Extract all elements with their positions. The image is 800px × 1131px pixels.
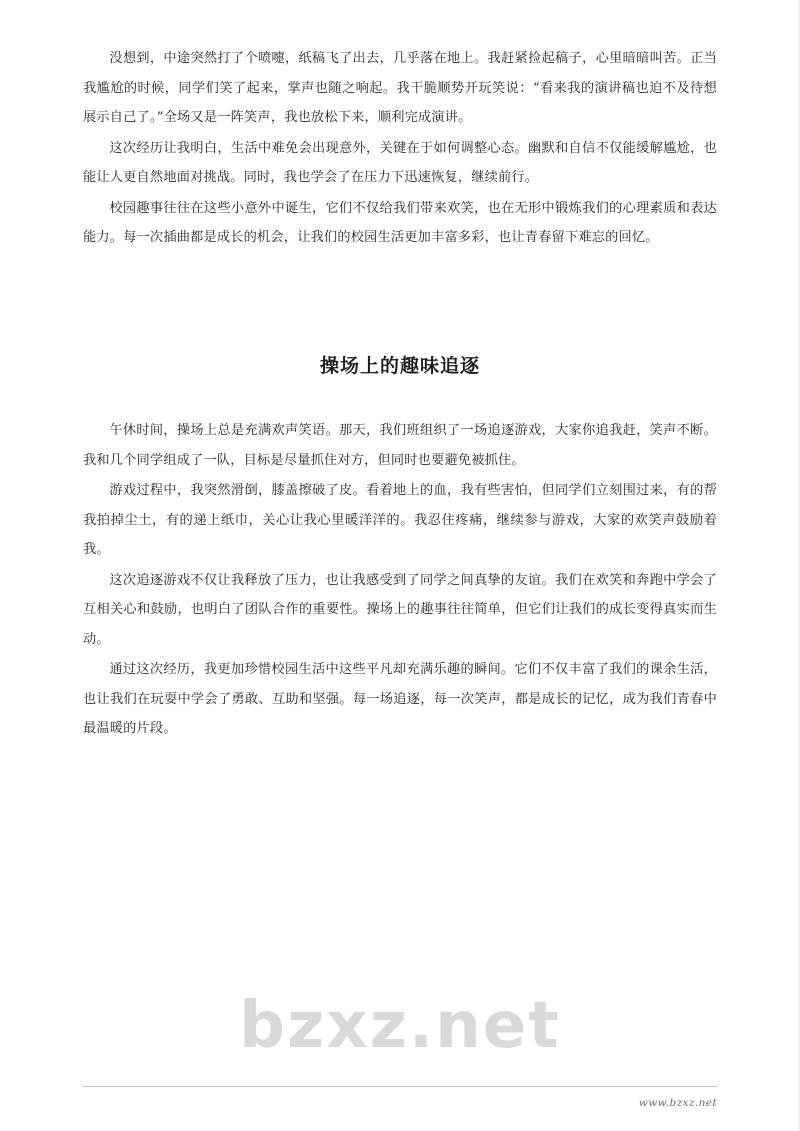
section-heading: 操场上的趣味追逐 bbox=[319, 355, 480, 378]
paragraph: 游戏过程中，我突然滑倒，膝盖擦破了皮。看着地上的血，我有些害怕，但同学们立刻围过来，有的帮我拍掉尘土，有的递上纸巾，关心让我心里暖洋洋的。我忍住疼痛，继续参与游戏，大家的欢笑声鼓励着我。 bbox=[83, 483, 717, 558]
section-gap bbox=[83, 254, 717, 328]
paragraph: 这次经历让我明白，生活中难免会出现意外，关键在于如何调整心态。幽默和自信不仅能缓解尴尬，也能让人更自然地面对挑战。同时，我也学会了在压力下迅速恢复，继续前行。 bbox=[83, 140, 717, 185]
paragraph: 这次追逐游戏不仅让我释放了压力，也让我感受到了同学之间真挚的友谊。我们在欢笑和奔跑中学会了互相关心和鼓励，也明白了团队合作的重要性。操场上的趣事往往简单，但它们让我们的成长变得真实而生动。 bbox=[83, 572, 717, 647]
title-gap-bottom bbox=[83, 394, 717, 416]
paragraph: 通过这次经历，我更加珍惜校园生活中这些平凡却充满乐趣的瞬间。它们不仅丰富了我们的课余生活，也让我们在玩耍中学会了勇敢、互助和坚强。每一场追逐，每一次笑声，都是成长的记忆，成为我们青春中最温暖的片段。 bbox=[83, 662, 717, 737]
paragraph: 校园趣事往往在这些小意外中诞生，它们不仅给我们带来欢笑，也在无形中锻炼我们的心理素质和表达能力。每一次插曲都是成长的机会，让我们的校园生活更加丰富多彩，也让青春留下难忘的回忆。 bbox=[83, 200, 717, 245]
paragraph: 午休时间，操场上总是充满欢声笑语。那天，我们班组织了一场追逐游戏，大家你追我赶，笑声不断。我和几个同学组成了一队，目标是尽量抓住对方，但同时也要避免被抓住。 bbox=[83, 423, 717, 468]
title-gap-top bbox=[83, 328, 717, 336]
paragraph: 没想到，中途突然打了个喷嚏，纸稿飞了出去，几乎落在地上。我赶紧捡起稿子，心里暗暗叫苦。正当我尴尬的时候，同学们笑了起来，掌声也随之响起。我干脆顺势开玩笑说：“看来我的演讲稿也迫不及待想展示自己了。”全场又是一阵笑声，我也放松下来，顺利完成演讲。 bbox=[83, 51, 717, 125]
footer-url: www.bzxz.net bbox=[638, 1097, 717, 1109]
footer-divider bbox=[83, 1086, 717, 1087]
document-body bbox=[83, 44, 717, 745]
watermark-text: bzxz.net bbox=[239, 989, 561, 1063]
